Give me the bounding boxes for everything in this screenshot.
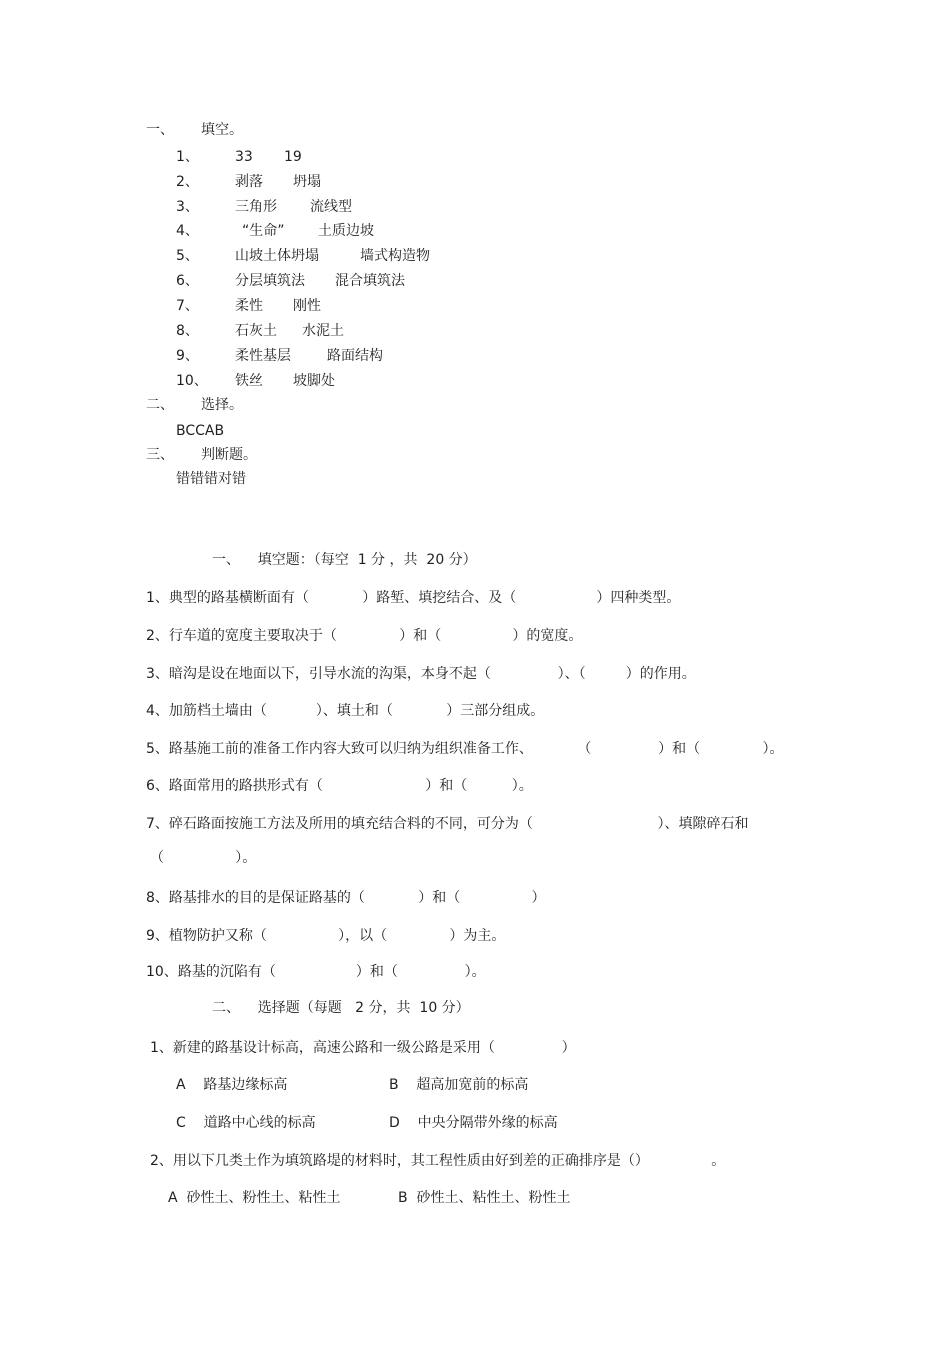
fill-question: 8、路基排水的目的是保证路基的（ ）和（ ） — [146, 890, 546, 906]
fill-answer-a: 石灰土 — [235, 323, 277, 339]
section-number-1: 一、 — [146, 122, 174, 138]
fill-answer-b: 19 — [284, 149, 302, 165]
fill-answer-b: 土质边坡 — [318, 223, 374, 239]
fill-answer-a: 分层填筑法 — [235, 273, 305, 289]
fill-answer-a: 铁丝 — [235, 373, 263, 389]
mc-option-a: A 路基边缘标高 — [176, 1077, 288, 1093]
judge-answer: 错错错对错 — [176, 471, 246, 487]
fill-answer-num: 5、 — [176, 248, 199, 264]
fill-answer-a: 三角形 — [235, 199, 277, 215]
fill-answer-num: 9、 — [176, 348, 199, 364]
fill-question: 1、典型的路基横断面有（ ）路堑、填挖结合、及（ ）四种类型。 — [146, 590, 681, 606]
fill-answer-num: 7、 — [176, 298, 199, 314]
section-title-judge: 判断题。 — [201, 447, 257, 463]
section-title-fill: 填空。 — [201, 122, 243, 138]
fill-question: 5、路基施工前的准备工作内容大致可以归纳为组织准备工作、 （ ）和（ ）。 — [146, 741, 784, 757]
section-number-2: 二、 — [146, 397, 174, 413]
fill-answer-b: 流线型 — [310, 199, 352, 215]
fill-question: 3、暗沟是设在地面以下，引导水流的沟渠，本身不起（ ）、（ ）的作用。 — [146, 666, 696, 682]
fill-answer-num: 6、 — [176, 273, 199, 289]
fill-answer-num: 4、 — [176, 223, 199, 239]
fill-answer-num: 10、 — [176, 373, 208, 389]
fill-question: 9、植物防护又称（ ），以（ ）为主。 — [146, 928, 506, 944]
fill-answer-b: 水泥土 — [302, 323, 344, 339]
fill-answer-num: 2、 — [176, 174, 199, 190]
mc-option-d: D 中央分隔带外缘的标高 — [389, 1115, 558, 1131]
fill-answer-num: 8、 — [176, 323, 199, 339]
mc-question-stem: 1、新建的路基设计标高，高速公路和一级公路是采用（ ） — [150, 1040, 576, 1056]
fill-answer-a: “生命” — [242, 223, 285, 239]
fill-question: 4、加筋档土墙由（ ）、填土和（ ）三部分组成。 — [146, 703, 545, 719]
fill-question: 7、碎石路面按施工方法及所用的填充结合料的不同，可分为（ ）、填隙碎石和 — [146, 816, 749, 832]
mc-option-c: C 道路中心线的标高 — [176, 1115, 316, 1131]
exam-part2-heading: 二、 选择题（每题 2 分，共 10 分） — [212, 1000, 470, 1016]
fill-question: 2、行车道的宽度主要取决于（ ）和（ ）的宽度。 — [146, 628, 583, 644]
mc-option-a: A 砂性土、粉性土、粘性土 — [168, 1190, 341, 1206]
fill-answer-a: 柔性基层 — [235, 348, 291, 364]
fill-answer-a: 33 — [235, 149, 253, 165]
fill-answer-a: 柔性 — [235, 298, 263, 314]
fill-answer-a: 剥落 — [235, 174, 263, 190]
mc-option-b: B 超高加宽前的标高 — [389, 1077, 529, 1093]
fill-question: 6、路面常用的路拱形式有（ ）和（ ）。 — [146, 778, 533, 794]
mc-question-stem: 2、用以下几类土作为填筑路堤的材料时，其工程性质由好到差的正确排序是（） 。 — [150, 1153, 726, 1169]
fill-answer-b: 坍塌 — [293, 174, 321, 190]
section-number-3: 三、 — [146, 447, 174, 463]
fill-answer-num: 1、 — [176, 149, 199, 165]
fill-answer-b: 混合填筑法 — [335, 273, 405, 289]
fill-answer-num: 3、 — [176, 199, 199, 215]
fill-answer-b: 坡脚处 — [293, 373, 335, 389]
fill-question: 10、路基的沉陷有（ ）和（ ）。 — [146, 964, 486, 980]
fill-answer-b: 墙式构造物 — [360, 248, 430, 264]
exam-part1-heading: 一、 填空题：（每空 1 分 ，共 20 分） — [212, 552, 477, 568]
fill-question-continuation: （ ）。 — [150, 850, 257, 866]
choice-answer: BCCAB — [176, 423, 225, 439]
fill-answer-a: 山坡土体坍塌 — [235, 248, 319, 264]
fill-answer-b: 路面结构 — [327, 348, 383, 364]
section-title-choice: 选择。 — [201, 397, 243, 413]
fill-answer-b: 刚性 — [293, 298, 321, 314]
mc-option-b: B 砂性土、粘性土、粉性土 — [398, 1190, 571, 1206]
